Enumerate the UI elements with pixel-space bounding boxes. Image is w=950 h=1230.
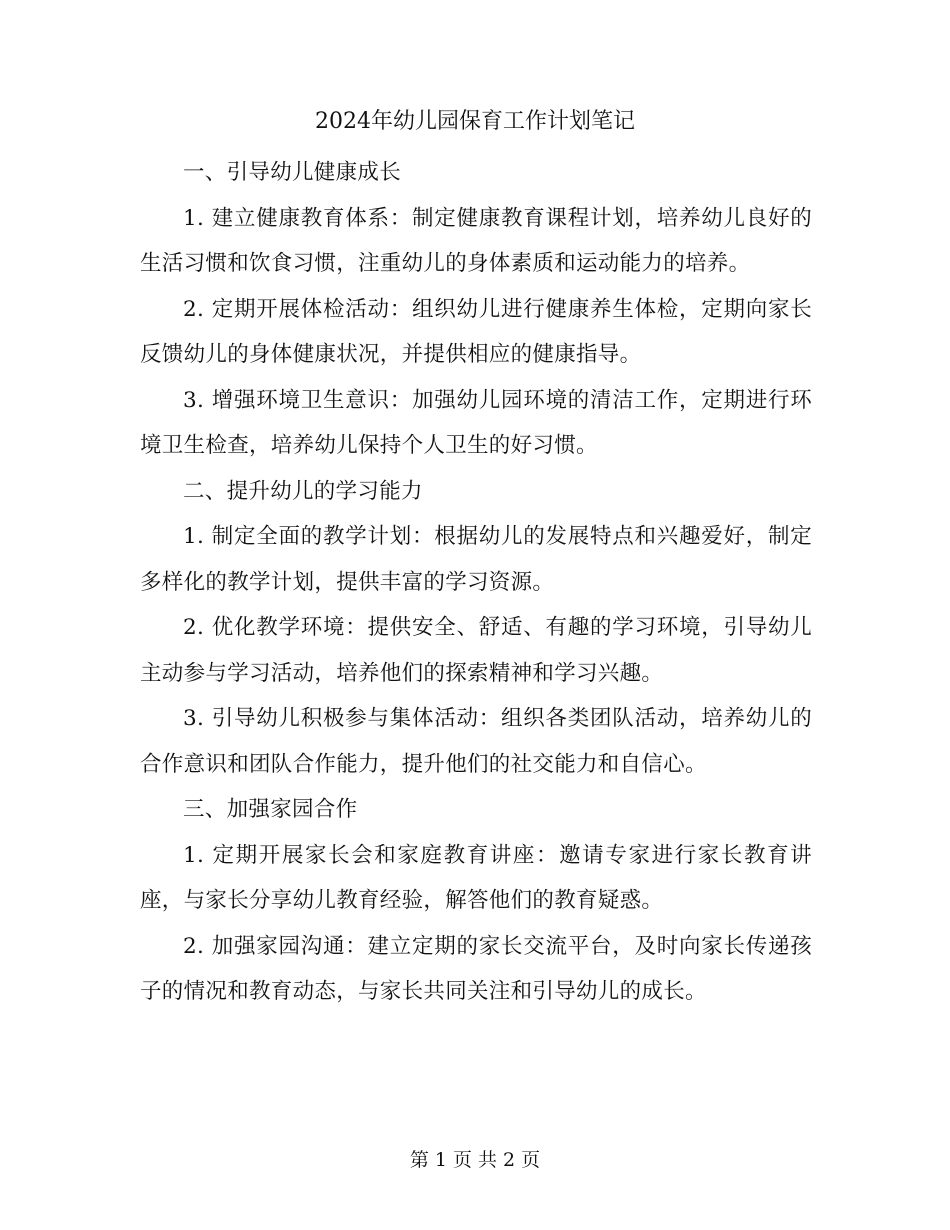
- section-heading-1: 一、引导幼儿健康成长: [183, 160, 402, 185]
- paragraph-1-1: 1. 建立健康教育体系：制定健康教育课程计划，培养幼儿良好的生活习惯和饮食习惯，注重幼儿的身体素质和运动能力的培养。: [140, 205, 812, 276]
- paragraph-2-2: 2. 优化教学环境：提供安全、舒适、有趣的学习环境，引导幼儿主动参与学习活动，培养他们的探索精神和学习兴趣。: [140, 615, 812, 686]
- paragraph-1-3: 3. 增强环境卫生意识：加强幼儿园环境的清洁工作，定期进行环境卫生检查，培养幼儿保持个人卫生的好习惯。: [140, 387, 812, 458]
- paragraph-2-1: 1. 制定全面的教学计划：根据幼儿的发展特点和兴趣爱好，制定多样化的教学计划，提供丰富的学习资源。: [140, 524, 812, 595]
- paragraph-3-2: 2. 加强家园沟通：建立定期的家长交流平台，及时向家长传递孩子的情况和教育动态，与家长共同关注和引导幼儿的成长。: [140, 933, 812, 1004]
- page-number-footer: 第 1 页 共 2 页: [409, 1149, 541, 1171]
- paragraph-1-2: 2. 定期开展体检活动：组织幼儿进行健康养生体检，定期向家长反馈幼儿的身体健康状况，并提供相应的健康指导。: [140, 296, 812, 367]
- document-body: [140, 150, 812, 1015]
- document-title: 2024年幼儿园保育工作计划笔记: [315, 109, 635, 134]
- paragraph-3-1: 1. 定期开展家长会和家庭教育讲座：邀请专家进行家长教育讲座，与家长分享幼儿教育经验，解答他们的教育疑惑。: [140, 842, 812, 913]
- paragraph-2-3: 3. 引导幼儿积极参与集体活动：组织各类团队活动，培养幼儿的合作意识和团队合作能力，提升他们的社交能力和自信心。: [140, 706, 812, 777]
- section-heading-3: 三、加强家园合作: [183, 797, 358, 822]
- section-heading-2: 二、提升幼儿的学习能力: [183, 478, 423, 504]
